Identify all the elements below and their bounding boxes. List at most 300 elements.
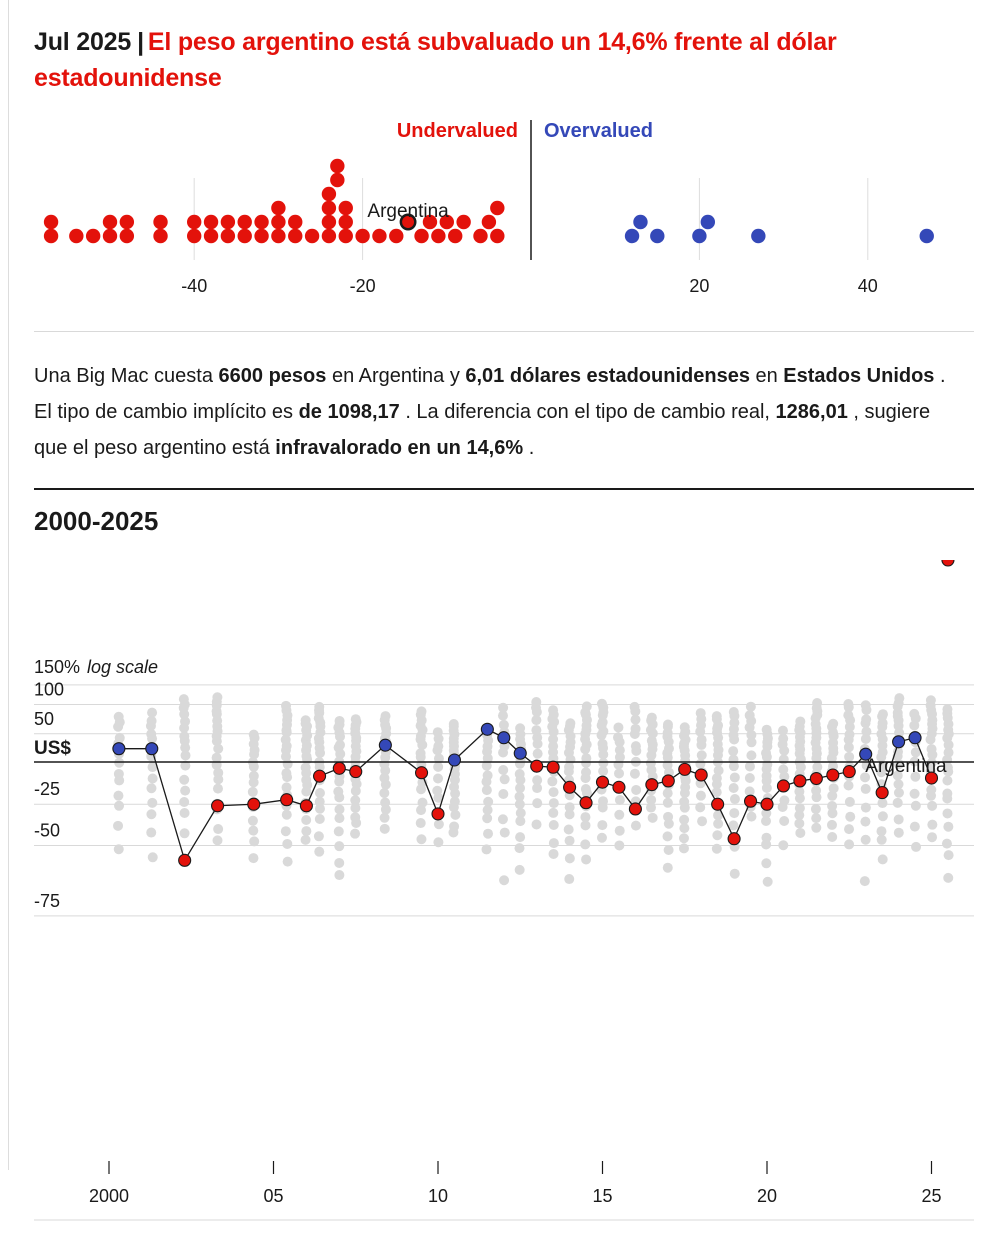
other-country-dot <box>283 857 293 867</box>
timeseries-highlight-label: Argentina <box>865 756 947 777</box>
other-country-dot <box>696 708 706 718</box>
other-country-dot <box>909 709 919 719</box>
country-dot <box>490 201 504 215</box>
other-country-dot <box>861 784 871 794</box>
other-country-dot <box>697 750 707 760</box>
other-country-dot <box>581 854 591 864</box>
other-country-dot <box>844 752 854 762</box>
summary-text-2: en Argentina y <box>326 365 466 387</box>
other-country-dot <box>827 832 837 842</box>
other-country-dot <box>598 796 608 806</box>
argentina-data-point <box>794 775 806 787</box>
other-country-dot <box>663 831 673 841</box>
strip-tick-label: -20 <box>349 276 376 296</box>
country-dot <box>322 215 336 229</box>
other-country-dot <box>449 821 459 831</box>
other-country-dot <box>334 826 344 836</box>
other-country-dot <box>613 722 623 732</box>
other-country-dot <box>565 718 575 728</box>
strip-tick-label: 20 <box>689 276 710 296</box>
other-country-dot <box>416 748 426 758</box>
argentina-data-point <box>679 763 691 775</box>
other-country-dot <box>812 762 822 772</box>
other-country-dot <box>630 769 640 779</box>
other-country-dot <box>648 813 658 823</box>
other-country-dot <box>695 802 705 812</box>
summary-text <box>34 358 954 466</box>
other-country-dot <box>315 814 325 824</box>
other-country-dot <box>597 699 607 709</box>
other-country-dot <box>499 720 509 730</box>
other-country-dot <box>334 858 344 868</box>
country-dot <box>44 229 58 243</box>
other-country-dot <box>647 713 657 723</box>
other-country-dot <box>334 870 344 880</box>
country-dot <box>339 229 353 243</box>
country-dot <box>355 229 369 243</box>
other-country-dot <box>350 812 360 822</box>
x-tick-label: 15 <box>592 1186 613 1206</box>
summary-text-7: . <box>523 437 535 459</box>
other-country-dot <box>146 809 156 819</box>
summary-country-base: Estados Unidos <box>783 365 935 387</box>
other-country-dot <box>564 825 574 835</box>
country-dot <box>238 215 252 229</box>
other-country-dot <box>146 783 156 793</box>
other-country-dot <box>728 746 738 756</box>
other-country-dot <box>763 877 773 887</box>
other-country-dot <box>213 784 223 794</box>
argentina-data-point <box>300 800 312 812</box>
other-country-dot <box>894 779 904 789</box>
country-dot <box>271 201 285 215</box>
country-dot <box>701 215 715 229</box>
other-country-dot <box>483 829 493 839</box>
other-country-dot <box>548 705 558 715</box>
label-overvalued: Overvalued <box>544 120 653 142</box>
other-country-dot <box>827 820 837 830</box>
country-dot <box>271 229 285 243</box>
other-country-dot <box>433 773 443 783</box>
summary-price-local: 6600 pesos <box>218 365 327 387</box>
country-dot <box>389 229 403 243</box>
y-axis-scale-note: log scale <box>87 656 159 677</box>
other-country-dot <box>911 801 921 811</box>
other-country-dot <box>631 724 641 734</box>
country-dot <box>238 229 252 243</box>
argentina-data-point <box>498 732 510 744</box>
divider-top <box>34 331 974 332</box>
other-country-dot <box>213 824 223 834</box>
argentina-data-point <box>379 739 391 751</box>
other-country-dot <box>147 708 157 718</box>
other-country-dot <box>894 814 904 824</box>
other-country-dot <box>515 723 525 733</box>
country-dot <box>482 215 496 229</box>
other-country-dot <box>213 835 223 845</box>
other-country-dot <box>926 695 936 705</box>
other-country-dot <box>248 787 258 797</box>
other-country-dot <box>795 716 805 726</box>
divider-section <box>34 488 974 490</box>
other-country-dot <box>248 853 258 863</box>
other-country-dot <box>580 839 590 849</box>
argentina-data-point <box>212 800 224 812</box>
country-dot <box>120 229 134 243</box>
other-country-dot <box>179 775 189 785</box>
headline-date: Jul 2025 <box>34 28 132 56</box>
country-dot <box>204 229 218 243</box>
other-country-dot <box>746 812 756 822</box>
other-country-dot <box>695 759 705 769</box>
other-country-dot <box>761 833 771 843</box>
other-country-dot <box>581 784 591 794</box>
other-country-dot <box>811 813 821 823</box>
other-country-dot <box>779 754 789 764</box>
other-country-dot <box>146 828 156 838</box>
other-country-dot <box>679 815 689 825</box>
country-dot <box>330 159 344 173</box>
argentina-data-point <box>514 747 526 759</box>
other-country-dot <box>615 826 625 836</box>
country-dot <box>650 229 664 243</box>
other-country-dot <box>212 692 222 702</box>
other-country-dot <box>845 812 855 822</box>
other-country-dot <box>927 744 937 754</box>
strip-chart <box>0 100 1000 300</box>
argentina-data-point <box>432 808 444 820</box>
other-country-dot <box>515 832 525 842</box>
x-axis <box>89 1161 942 1206</box>
country-dot <box>330 173 344 187</box>
other-country-dot <box>943 873 953 883</box>
other-country-dot <box>843 699 853 709</box>
argentina-data-point <box>662 775 674 787</box>
other-country-dot <box>597 820 607 830</box>
argentina-data-point <box>314 770 326 782</box>
other-country-dot <box>531 725 541 735</box>
other-country-dot <box>350 829 360 839</box>
other-country-dot <box>180 828 190 838</box>
other-country-dot <box>483 770 493 780</box>
other-country-dot <box>483 797 493 807</box>
argentina-data-point <box>146 743 158 755</box>
other-country-dot <box>282 810 292 820</box>
other-country-dot <box>515 769 525 779</box>
other-country-dot <box>315 797 325 807</box>
other-country-dot <box>860 817 870 827</box>
x-tick-label: 20 <box>756 1186 778 1206</box>
argentina-data-point <box>248 798 260 810</box>
country-dot <box>920 229 934 243</box>
other-country-dot <box>314 831 324 841</box>
country-dot <box>271 215 285 229</box>
argentina-data-point <box>281 794 293 806</box>
other-country-dot <box>730 772 740 782</box>
other-country-dot <box>844 824 854 834</box>
other-country-dot <box>114 712 124 722</box>
other-country-dot <box>893 798 903 808</box>
other-country-dot <box>180 786 190 796</box>
country-dot <box>473 229 487 243</box>
other-country-dot <box>433 727 443 737</box>
other-country-dot <box>745 710 755 720</box>
other-country-dot <box>248 816 258 826</box>
other-country-dot <box>861 727 871 737</box>
other-country-dot <box>894 693 904 703</box>
summary-actual-rate: 1286,01 <box>775 401 848 423</box>
other-country-dot <box>580 812 590 822</box>
argentina-data-point <box>777 780 789 792</box>
other-country-dot <box>581 767 591 777</box>
strip-dots <box>44 159 934 243</box>
other-country-dot <box>778 726 788 736</box>
other-country-dot <box>416 706 426 716</box>
other-country-dot <box>113 791 123 801</box>
other-country-dot <box>334 813 344 823</box>
other-country-dot <box>614 840 624 850</box>
other-country-dot <box>942 839 952 849</box>
other-country-dot <box>861 700 871 710</box>
other-country-dot <box>631 741 641 751</box>
other-country-dot <box>664 845 674 855</box>
other-country-dot <box>301 715 311 725</box>
other-country-dot <box>761 858 771 868</box>
other-country-dot <box>418 798 428 808</box>
other-country-dot <box>516 808 526 818</box>
y-tick-label: 100 <box>34 679 65 700</box>
summary-text-1: Una Big Mac cuesta <box>34 365 219 387</box>
other-country-dot <box>811 785 821 795</box>
other-country-dot <box>281 826 291 836</box>
country-dot <box>322 229 336 243</box>
other-country-dot <box>549 849 559 859</box>
country-dot <box>221 229 235 243</box>
other-country-dot <box>878 811 888 821</box>
other-country-dot <box>845 797 855 807</box>
y-tick-label: -50 <box>34 820 61 841</box>
country-dot <box>322 187 336 201</box>
strip-tick-label: 40 <box>857 276 878 296</box>
other-country-dot <box>179 797 189 807</box>
other-country-dot <box>249 771 259 781</box>
other-country-dot <box>779 816 789 826</box>
other-country-dot <box>811 823 821 833</box>
y-axis-labels <box>34 680 64 911</box>
argentina-data-point <box>448 754 460 766</box>
other-country-dot <box>315 788 325 798</box>
argentina-data-point <box>827 769 839 781</box>
other-country-dot <box>514 843 524 853</box>
other-country-dot <box>730 869 740 879</box>
other-country-dot <box>500 828 510 838</box>
other-country-dot <box>679 833 689 843</box>
country-dot <box>221 215 235 229</box>
summary-text-5: . La diferencia con el tipo de cambio real, <box>399 401 776 423</box>
other-country-dot <box>114 801 124 811</box>
other-country-dot <box>114 769 124 779</box>
other-country-dot <box>248 826 258 836</box>
country-dot <box>153 229 167 243</box>
other-country-dot <box>301 826 311 836</box>
other-country-dot <box>860 876 870 886</box>
argentina-data-point <box>745 795 757 807</box>
other-country-dot <box>249 730 259 740</box>
other-country-dot <box>500 774 510 784</box>
headline-separator: | <box>137 28 144 56</box>
other-country-dot <box>729 707 739 717</box>
y-tick-label: -25 <box>34 779 61 800</box>
period-title: 2000-2025 <box>34 506 159 536</box>
other-country-dot <box>531 697 541 707</box>
other-country-dot <box>335 716 345 726</box>
other-country-dot <box>746 702 756 712</box>
background-dots <box>113 692 954 886</box>
other-country-dot <box>894 828 904 838</box>
country-dot <box>44 215 58 229</box>
argentina-data-point <box>712 798 724 810</box>
other-country-dot <box>697 816 707 826</box>
summary-text-4: . El tipo de cambio implícito es <box>34 365 946 423</box>
x-tick-label: 10 <box>427 1186 449 1206</box>
argentina-data-point <box>113 743 125 755</box>
other-country-dot <box>910 822 920 832</box>
other-country-dot <box>926 785 936 795</box>
argentina-data-point <box>333 762 345 774</box>
argentina-data-point <box>810 773 822 785</box>
other-country-dot <box>861 803 871 813</box>
other-country-dot <box>663 863 673 873</box>
other-country-dot <box>844 839 854 849</box>
other-country-dot <box>147 798 157 808</box>
other-country-dot <box>927 801 937 811</box>
other-country-dot <box>498 789 508 799</box>
other-country-dot <box>942 704 952 714</box>
other-country-dot <box>877 798 887 808</box>
strip-x-axis <box>181 276 878 296</box>
other-country-dot <box>944 850 954 860</box>
argentina-data-point <box>629 803 641 815</box>
other-country-dot <box>614 768 624 778</box>
other-country-dot <box>314 702 324 712</box>
country-dot <box>187 229 201 243</box>
label-undervalued: Undervalued <box>396 120 518 142</box>
other-country-dot <box>614 810 624 820</box>
other-country-dot <box>148 774 158 784</box>
other-country-dot <box>514 792 524 802</box>
other-country-dot <box>379 788 389 798</box>
other-country-dot <box>829 783 839 793</box>
other-country-dot <box>730 794 740 804</box>
other-country-dot <box>712 844 722 854</box>
other-country-dot <box>811 804 821 814</box>
other-country-dot <box>333 787 343 797</box>
other-country-dot <box>433 837 443 847</box>
other-country-dot <box>613 732 623 742</box>
other-country-dot <box>942 808 952 818</box>
other-country-dot <box>533 749 543 759</box>
headline <box>34 24 934 96</box>
headline-title: El peso argentino está subvaluado un 14,6% frente al dólar estadounidense <box>34 28 837 92</box>
other-country-dot <box>631 785 641 795</box>
other-country-dot <box>565 853 575 863</box>
other-country-dot <box>432 786 442 796</box>
argentina-data-point <box>942 560 954 566</box>
argentina-data-point <box>179 854 191 866</box>
other-country-dot <box>927 832 937 842</box>
other-country-dot <box>301 815 311 825</box>
other-country-dot <box>729 808 739 818</box>
country-dot <box>120 215 134 229</box>
argentina-data-point <box>695 769 707 781</box>
country-dot <box>187 215 201 229</box>
other-country-dot <box>498 765 508 775</box>
other-country-dot <box>696 791 706 801</box>
other-country-dot <box>282 782 292 792</box>
other-country-dot <box>827 801 837 811</box>
timeseries-chart <box>0 560 1000 1234</box>
other-country-dot <box>115 733 125 743</box>
other-country-dot <box>779 795 789 805</box>
strip-highlight-label: Argentina <box>367 201 449 222</box>
summary-price-usd: 6,01 dólares estadounidenses <box>465 365 750 387</box>
argentina-data-point <box>481 723 493 735</box>
country-dot <box>305 229 319 243</box>
country-dot <box>448 229 462 243</box>
other-country-dot <box>565 836 575 846</box>
other-country-dot <box>498 703 508 713</box>
other-country-dot <box>381 711 391 721</box>
other-country-dot <box>762 725 772 735</box>
other-country-dot <box>498 814 508 824</box>
other-country-dot <box>631 821 641 831</box>
other-country-dot <box>746 750 756 760</box>
other-country-dot <box>663 798 673 808</box>
argentina-data-point <box>564 781 576 793</box>
strip-tick-label: -40 <box>181 276 208 296</box>
country-dot <box>288 215 302 229</box>
x-tick-label: 2000 <box>88 1186 130 1206</box>
argentina-data-point <box>580 797 592 809</box>
other-country-dot <box>416 818 426 828</box>
other-country-dot <box>877 835 887 845</box>
other-country-dot <box>597 833 607 843</box>
argentina-data-point <box>416 767 428 779</box>
other-country-dot <box>582 701 592 711</box>
other-country-dot <box>380 824 390 834</box>
other-country-dot <box>927 820 937 830</box>
other-country-dot <box>795 828 805 838</box>
other-country-dot <box>334 841 344 851</box>
other-country-dot <box>812 698 822 708</box>
other-country-dot <box>745 773 755 783</box>
other-country-dot <box>548 808 558 818</box>
argentina-data-point <box>876 787 888 799</box>
other-country-dot <box>680 722 690 732</box>
other-country-dot <box>712 830 722 840</box>
other-country-dot <box>549 838 559 848</box>
argentina-data-point <box>531 760 543 772</box>
other-country-dot <box>729 783 739 793</box>
other-country-dot <box>301 835 311 845</box>
other-country-dot <box>532 798 542 808</box>
other-country-dot <box>434 819 444 829</box>
other-country-dot <box>778 840 788 850</box>
other-country-dot <box>861 714 871 724</box>
argentina-data-point <box>646 779 658 791</box>
argentina-data-point <box>597 776 609 788</box>
country-dot <box>633 215 647 229</box>
